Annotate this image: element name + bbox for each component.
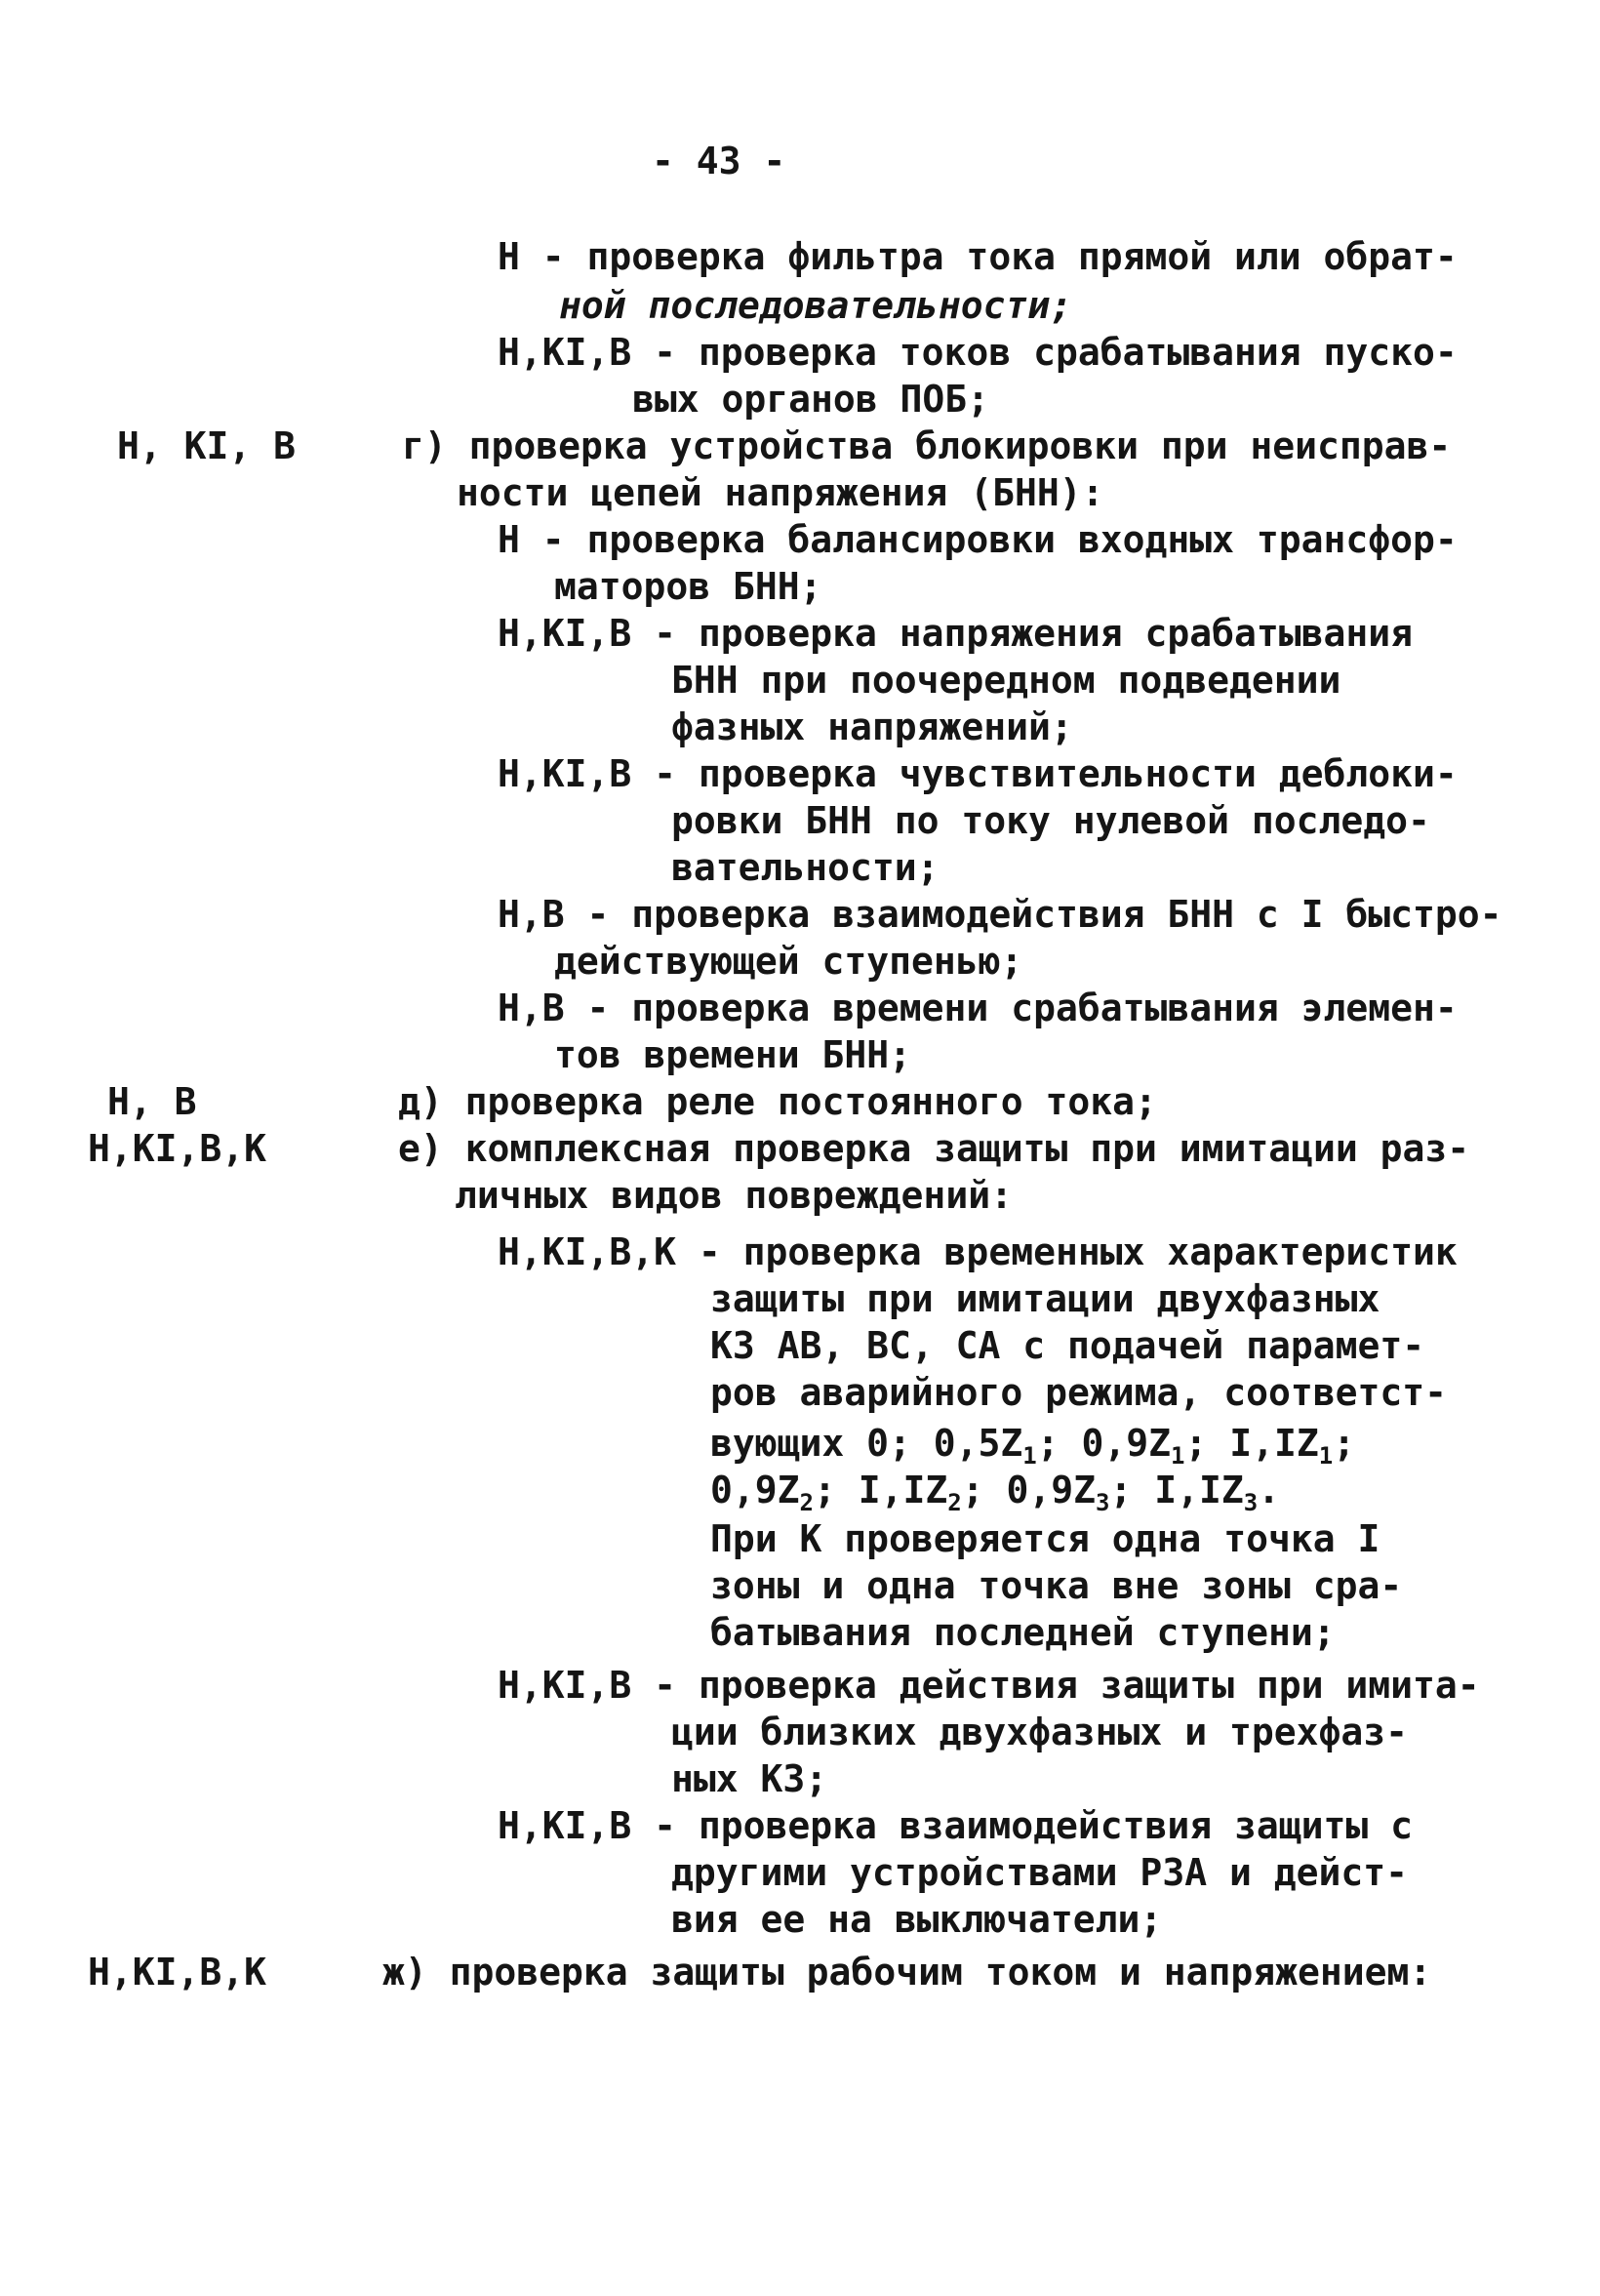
page-number: - 43 - — [652, 140, 786, 182]
text-line: ции близких двухфазных и трехфаз- — [671, 1711, 1408, 1753]
text-line: е) комплексная проверка защиты при имитации раз- — [398, 1127, 1470, 1170]
text-line: Н,В - проверка времени срабатывания элемен- — [498, 987, 1458, 1029]
text-line: вых органов ПОБ; — [632, 378, 990, 421]
text-line: батывания последней ступени; — [710, 1611, 1336, 1654]
text-line: действующей ступенью; — [554, 940, 1023, 983]
text-line: Н,В - проверка взаимодействия БНН с I быстро- — [498, 893, 1502, 936]
margin-code: Н,КI,В,К — [88, 1127, 267, 1170]
text-line: другими устройствами РЗА и дейст- — [671, 1851, 1408, 1894]
text-line: д) проверка реле постоянного тока; — [398, 1080, 1157, 1123]
text-line: Н - проверка фильтра тока прямой или обрат- — [498, 235, 1458, 278]
margin-code: Н, В — [107, 1080, 197, 1123]
text-line: ровки БНН по току нулевой последо- — [671, 799, 1430, 842]
text-line: вия ее на выключатели; — [671, 1898, 1163, 1941]
text-line: ности цепей напряжения (БНН): — [457, 471, 1104, 514]
text-line: Н,КI,В,К - проверка временных характеристик — [498, 1230, 1458, 1273]
text-line: Н,КI,В - проверка токов срабатывания пуско- — [498, 331, 1458, 374]
text-line: КЗ АВ, ВС, СА с подачей парамет- — [710, 1324, 1425, 1367]
formula-line: $0,9Z_2$; $I,IZ_2$; $0,9Z_3$; $I,IZ_3$. — [710, 1469, 1281, 1516]
text-line: фазных напряжений; — [671, 705, 1073, 748]
text-line: ной последовательности; — [559, 284, 1073, 327]
margin-code: Н,КI,В,К — [88, 1951, 267, 1994]
margin-code: Н, КI, В — [117, 424, 297, 467]
text-line: Н - проверка балансировки входных трансфор- — [498, 518, 1458, 561]
text-line: Н,КI,В - проверка действия защиты при имита- — [498, 1664, 1480, 1707]
text-line: ных КЗ; — [671, 1757, 828, 1800]
text-line: Н,КI,В - проверка напряжения срабатывания — [498, 612, 1413, 655]
text-line: г) проверка устройства блокировки при неисправ- — [402, 424, 1452, 467]
text-line: вательности; — [671, 846, 940, 889]
text-line: При К проверяется одна точка I — [710, 1517, 1380, 1560]
text-line: ров аварийного режима, соответст- — [710, 1371, 1447, 1414]
text-line: БНН при поочередном подведении — [671, 659, 1341, 702]
text-line: тов времени БНН; — [554, 1033, 912, 1076]
formula-line: вующих 0; $0,5Z_1$; $0,9Z_1$; $I,IZ_1$; — [710, 1422, 1356, 1470]
text-line: ж) проверка защиты рабочим током и напряжением: — [382, 1951, 1432, 1994]
text-line: Н,КI,В - проверка чувствительности деблоки- — [498, 752, 1458, 795]
text-line: защиты при имитации двухфазных — [710, 1277, 1380, 1320]
text-line: личных видов повреждений: — [455, 1174, 1013, 1217]
text-line: маторов БНН; — [554, 565, 822, 608]
text-line: Н,КI,В - проверка взаимодействия защиты с — [498, 1804, 1413, 1847]
text-line: зоны и одна точка вне зоны сра- — [710, 1564, 1403, 1607]
